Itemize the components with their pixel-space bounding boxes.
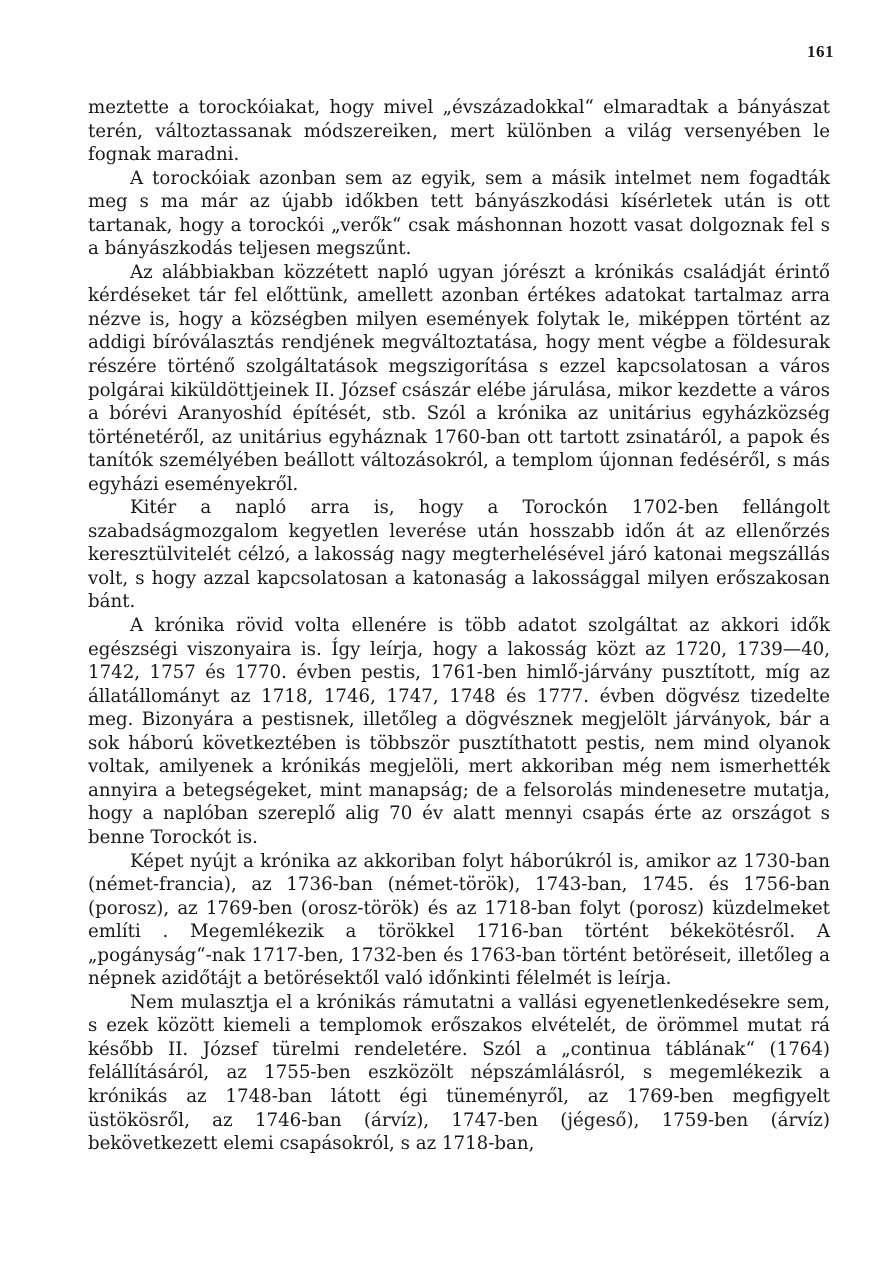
paragraph: Kitér a napló arra is, hogy a Torockón 1702-ben fellángolt szabadságmozgalom kegyetlen leverése után hosszabb időn át az ellenőrzés keresztülvitelét célzó, a lakosság nagy megterhelésével járó katonai megszállás volt, s hogy azzal kapcsolatosan a katonaság a lakossággal milyen erőszakosan bánt. <box>88 497 830 613</box>
paragraph: Az alábbiakban közzétett napló ugyan jórészt a krónikás családját érintő kérdéseket tár fel előttünk, amellett azonban értékes adatokat tartalmaz arra nézve is, hogy a községben milyen események folytak le, miképpen történt az addigi bíróválasztás rendjének megváltoztatása, hogy ment végbe a földesurak részére történő szolgáltatások megszigorítása s ezzel kapcsolatosan a város polgárai kiküldöttjeinek II. József császár elébe járulása, mikor kezdette a város a bórévi Aranyoshíd építését, stb. Szól a krónika az unitárius egyházközség történetéről, az unitárius egyháznak 1760-ban ott tartott zsinatáról, a papok és tanítók személyében beállott változásokról, a templom újonnan fedéséről, s más egyházi eseményekről. <box>88 261 830 495</box>
body-text <box>88 96 830 1156</box>
paragraph: Képet nyújt a krónika az akkoriban folyt háborúkról is, amikor az 1730-ban (német-francia), az 1736-ban (német-török), 1743-ban, 1745. és 1756-ban (porosz), az 1769-ben (orosz-török) és az 1718-ban folyt (porosz) küzdelmeket említi . Megemlékezik a törökkel 1716-ban történt békekötésről. A „pogányság“-nak 1717-ben, 1732-ben és 1763-ban történt betöréseit, illetőleg a népnek azidőtájt a betörésektől való időnkinti félelmét is leírja. <box>88 850 830 990</box>
page-number: 161 <box>807 42 834 61</box>
paragraph: A krónika rövid volta ellenére is több adatot szolgáltat az akkori idők egészségi viszonyaira is. Így leírja, hogy a lakosság közt az 1720, 1739—40, 1742, 1757 és 1770. évben pestis, 1761-ben himlő-járvány pusztított, míg az állatállományt az 1718, 1746, 1747, 1748 és 1777. évben dögvész tizedelte meg. Bizonyára a pestisnek, illetőleg a dögvésznek megjelölt járványok, bár a sok háború következtében is többször pusztíthatott pestis, nem mind olyanok voltak, amilyenek a krónikás megjelöli, mert akkoriban még nem ismerhették annyira a betegségeket, mint manapság; de a felsorolás mindenesetre mutatja, hogy a naplóban szereplő alig 70 év alatt mennyi csapás érte az országot s benne Torockót is. <box>88 615 830 848</box>
paragraph: A torockóiak azonban sem az egyik, sem a másik intelmet nem fogadták meg s ma már az újabb időkben tett bányászkodási kísérletek után is ott tartanak, hogy a torockói „verők“ csak máshonnan hozott vasat dolgoznak fel s a bányászkodás teljesen megszűnt. <box>88 167 830 260</box>
paragraph-continuation: meztette a torockóiakat, hogy mivel „évszázadokkal“ elmaradtak a bányászat terén, változtassanak módszereiken, mert különben a világ versenyében le fognak maradni. <box>88 97 830 166</box>
paragraph: Nem mulasztja el a krónikás rámutatni a vallási egyenetlenkedésekre sem, s ezek között kiemeli a templomok erőszakos elvételét, de örömmel mutat rá később II. József türelmi rendeletére. Szól a „continua táblának“ (1764) felállításáról, az 1755-ben eszközölt népszámlálásról, s megemlékezik a krónikás az 1748-ban látott égi tüneményről, az 1769-ben megfigyelt üstökösről, az 1746-ban (árvíz), 1747-ben (jégeső), 1759-ben (árvíz) bekövetkezett elemi csapásokról, s az 1718-ban, <box>88 991 830 1155</box>
